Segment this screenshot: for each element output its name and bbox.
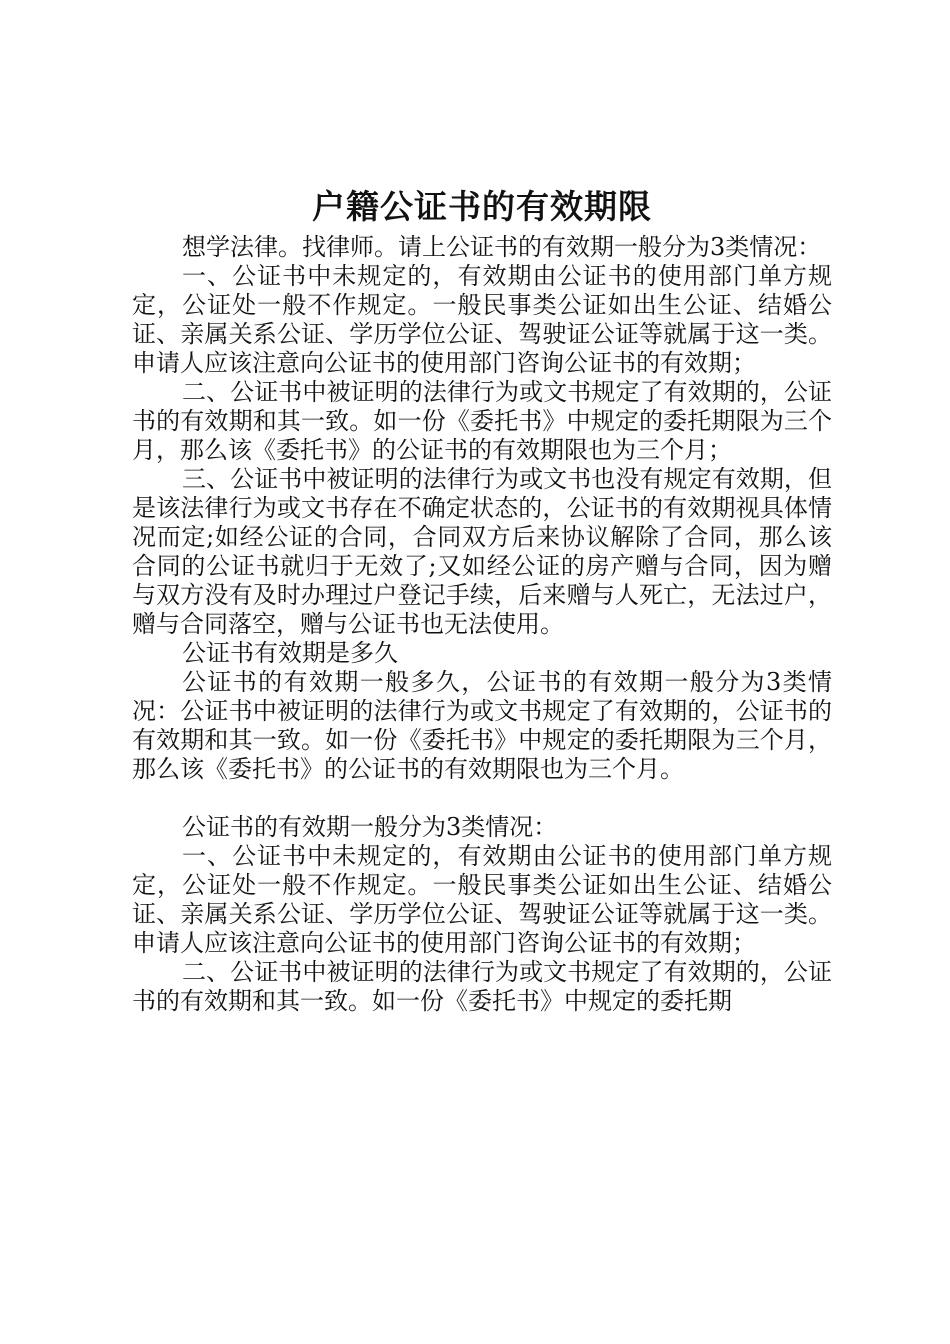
repeat-paragraph-item-1: 一、公证书中未规定的，有效期由公证书的使用部门单方规定，公证处一般不作规定。一般民事类公证如出生公证、结婚公证、亲属关系公证、学历学位公证、驾驶证公证等就属于这一类。申请人应该注意向公证书的使用部门咨询公证书的有效期； [132,842,832,957]
intro-paragraph: 想学法律。找律师。请上公证书的有效期一般分为3类情况： [182,233,822,261]
section-heading: 公证书有效期是多久 [182,639,398,667]
repeat-paragraph-item-2: 二、公证书中被证明的法律行为或文书规定了有效期的，公证书的有效期和其一致。如一份《委托书》中规定的委托期 [132,958,832,1015]
document-title: 户籍公证书的有效期限 [312,187,652,226]
paragraph-item-2: 二、公证书中被证明的法律行为或文书规定了有效期的，公证书的有效期和其一致。如一份《委托书》中规定的委托期限为三个月，那么该《委托书》的公证书的有效期限也为三个月； [132,378,832,464]
document-page [132,185,832,1016]
blank-line [132,784,832,813]
paragraph-item-3: 三、公证书中被证明的法律行为或文书也没有规定有效期，但是该法律行为或文书存在不确定状态的，公证书的有效期视具体情况而定;如经公证的合同，合同双方后来协议解除了合同，那么该合同的公证书就归于无效了;又如经公证的房产赠与合同，因为赠与双方没有及时办理过户登记手续，后来赠与人死亡，无法过户，赠与合同落空，赠与公证书也无法使用。 [132,465,832,638]
paragraph-item-1: 一、公证书中未规定的，有效期由公证书的使用部门单方规定，公证处一般不作规定。一般民事类公证如出生公证、结婚公证、亲属关系公证、学历学位公证、驾驶证公证等就属于这一类。申请人应该注意向公证书的使用部门咨询公证书的有效期； [132,262,832,377]
repeat-intro-paragraph: 公证书的有效期一般分为3类情况： [182,813,558,841]
summary-paragraph: 公证书的有效期一般多久，公证书的有效期一般分为3类情况：公证书中被证明的法律行为或文书规定了有效期的，公证书的有效期和其一致。如一份《委托书》中规定的委托期限为三个月，那么该《委托书》的公证书的有效期限也为三个月。 [132,668,832,783]
